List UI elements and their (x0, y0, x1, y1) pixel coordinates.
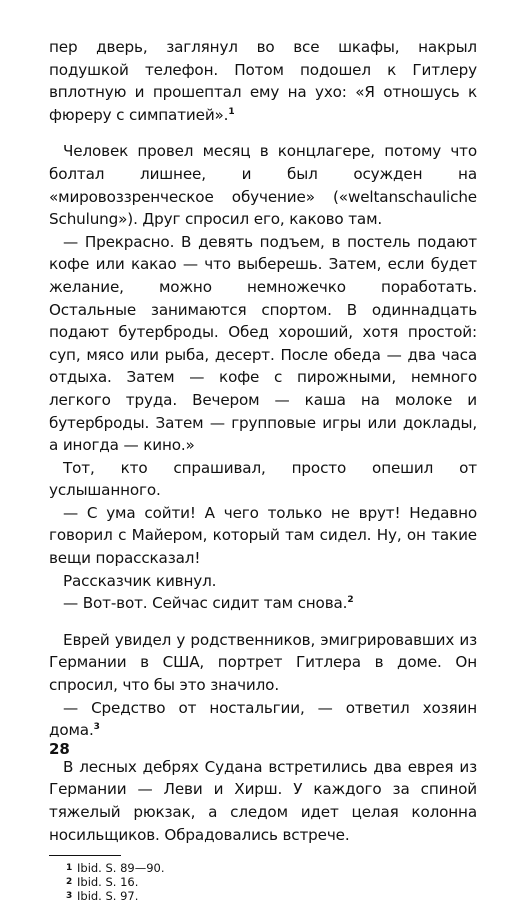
paragraph (49, 570, 477, 593)
footnote-3 (66, 889, 477, 903)
footnote-reference: 3 (93, 722, 100, 733)
footnotes (49, 861, 477, 903)
footnote-divider (49, 855, 121, 856)
paragraph-text: Еврей увидел у родственников, эмигрировавших из Германии в США, портрет Гитлера в доме. Он спросил, что бы это значило. (49, 630, 477, 695)
paragraph (49, 756, 477, 846)
paragraph (49, 629, 477, 697)
paragraph-text: Рассказчик кивнул. (63, 571, 217, 590)
page-body (49, 36, 477, 903)
paragraph (49, 592, 477, 615)
paragraph-text: пер дверь, заглянул во все шкафы, накрыл подушкой телефон. Потом подошел к Гитлеру вплотную и прошептал ему на ухо: «Я отношусь к фюреру с симпатией». (49, 38, 477, 124)
paragraph (49, 502, 477, 570)
paragraph (49, 36, 477, 126)
paragraph (49, 697, 477, 742)
page-number: 28 (49, 740, 70, 758)
footnote-reference: 2 (347, 595, 354, 606)
paragraph-text: Человек провел месяц в концлагере, потому что болтал лишнее, и был осужден на «мировоззренческое обучение» («weltanschauliche Schulung»). Друг спросил его, каково там. (49, 142, 477, 229)
footnote-1-text: Ibid. S. 89—90. (77, 861, 165, 876)
paragraph-text: — Вот-вот. Сейчас сидит там снова. (63, 594, 348, 613)
footnote-2-text: Ibid. S. 16. (77, 875, 139, 890)
footnote-2-mark: 2 (66, 877, 73, 888)
footnote-1-mark: 1 (66, 863, 73, 874)
footnote-reference: 1 (228, 106, 235, 117)
paragraph (49, 457, 477, 502)
text-flow (49, 36, 477, 846)
paragraph-text: — Средство от ностальгии, — ответил хозяин дома. (49, 698, 477, 740)
paragraph-text: — С ума сойти! А чего только не врут! Недавно говорил с Майером, который там сидел. Ну, он такие вещи порассказал! (49, 503, 477, 568)
footnote-3-mark: 3 (66, 891, 73, 902)
footnote-1 (66, 861, 477, 875)
footnote-3-text: Ibid. S. 97. (77, 889, 139, 903)
paragraph (49, 140, 477, 230)
paragraph (49, 231, 477, 457)
paragraph-text: В лесных дебрях Судана встретились два еврея из Германии — Леви и Хирш. У каждого за спиной тяжелый рюкзак, а следом идет целая колонна носильщиков. Обрадовались встрече. (49, 757, 477, 844)
footnote-2 (66, 875, 477, 889)
paragraph-text: Тот, кто спрашивал, просто опешил от услышанного. (49, 458, 477, 500)
paragraph-text: — Прекрасно. В девять подъем, в постель подают кофе или какао — что выберешь. Затем, если будет желание, можно немножечко поработать. Остальные занимаются спортом. В одиннадцать подают бутерброды. Обед хороший, хотя простой: суп, мясо или рыба, десерт. После обеда — два часа отдыха. Затем — кофе с пирожными, немного легкого труда. Вечером — каша на молоке и бутерброды. Затем — групповые игры или доклады, а иногда — кино.» (49, 232, 477, 455)
